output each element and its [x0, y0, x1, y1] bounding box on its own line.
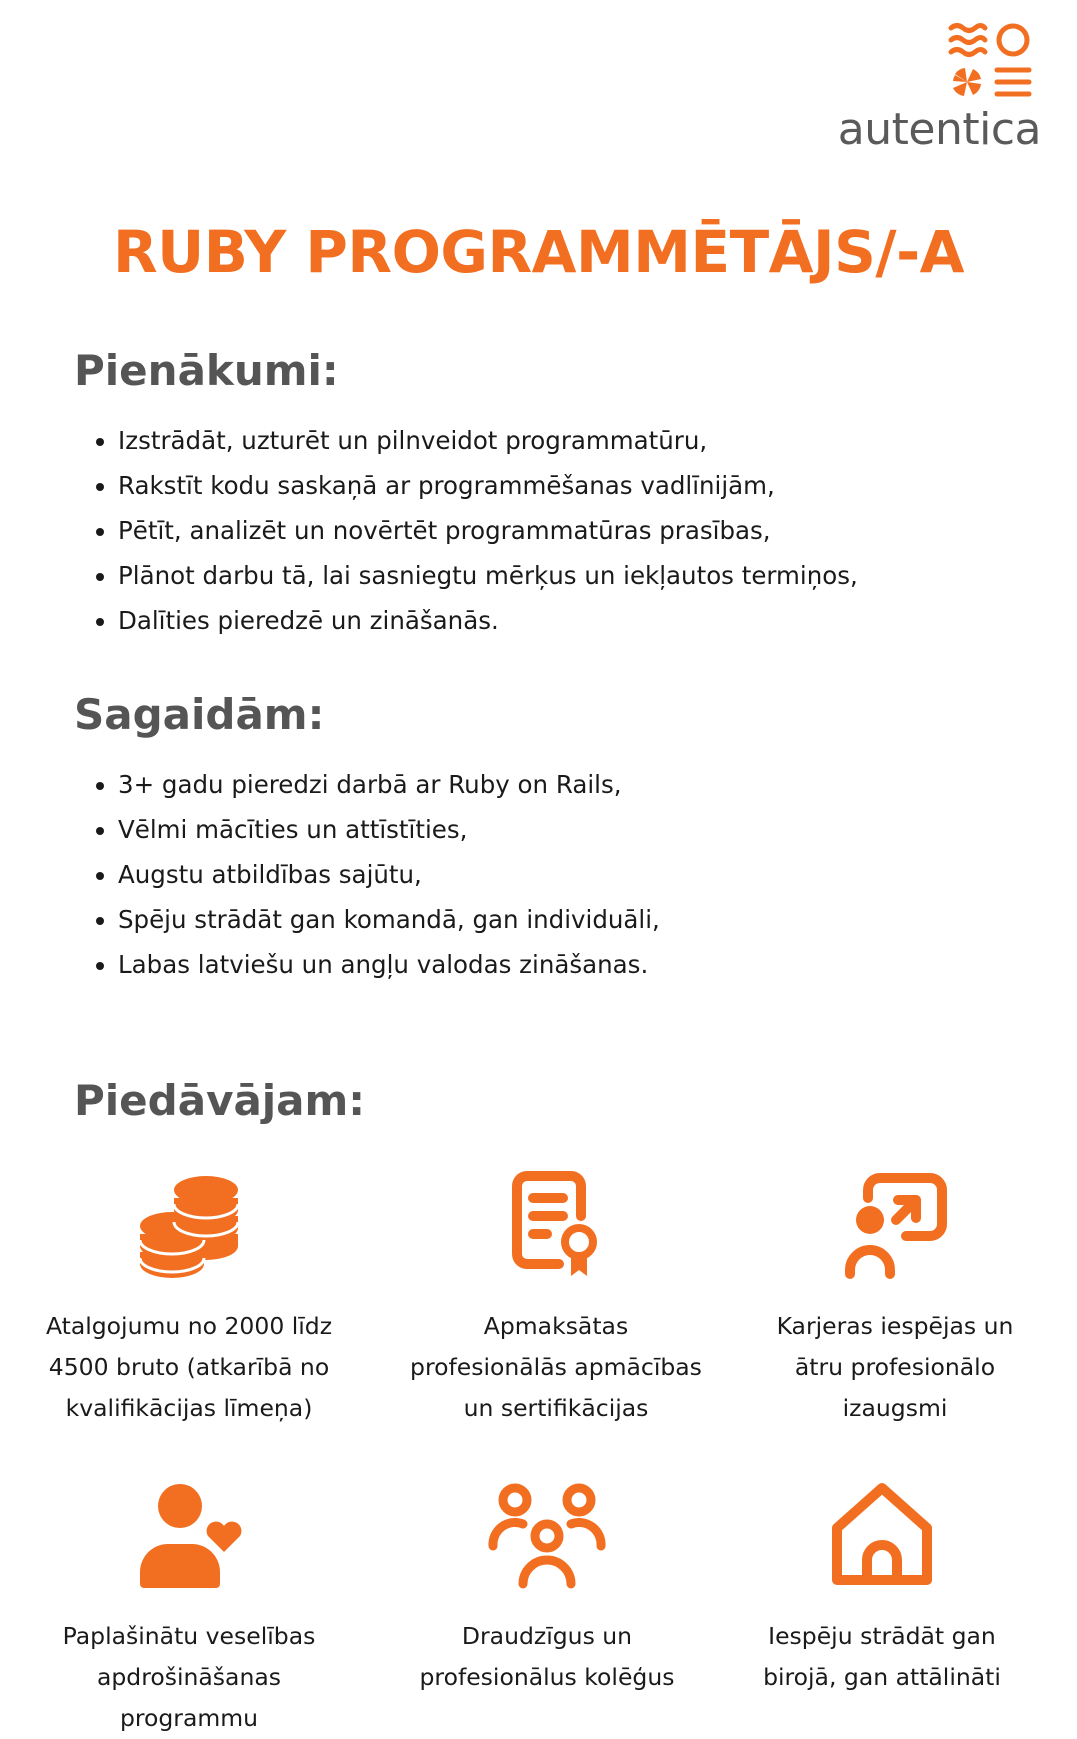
job-title: RUBY PROGRAMMĒTĀJS/-A	[112, 218, 965, 286]
certificate-icon	[501, 1170, 611, 1280]
brand-wordmark: autentica	[837, 104, 1041, 155]
responsibilities-heading: Pienākumi:	[74, 346, 339, 395]
benefit-career	[730, 1170, 1060, 1429]
coins-icon	[134, 1170, 244, 1280]
brand-logo	[837, 20, 1041, 155]
benefit-text: Atalgojumu no 2000 līdz 4500 bruto (atkarībā no kvalifikācijas līmeņa)	[45, 1312, 333, 1422]
list-item: Rakstīt kodu saskaņā ar programmēšanas vadlīnijām,	[88, 463, 858, 508]
requirements-heading: Sagaidām:	[74, 690, 325, 739]
list-item: Spēju strādāt gan komandā, gan individuāli,	[88, 897, 660, 942]
benefit-text: Draudzīgus un profesionālus kolēģus	[419, 1622, 675, 1691]
benefit-training	[391, 1170, 721, 1429]
list-item: 3+ gadu pieredzi darbā ar Ruby on Rails,	[88, 762, 660, 807]
benefit-text: Iespēju strādāt gan birojā, gan attālināti	[763, 1622, 1001, 1691]
list-item: Augstu atbildības sajūtu,	[88, 852, 660, 897]
benefit-salary	[24, 1170, 354, 1429]
health-insurance-icon	[134, 1480, 244, 1590]
requirements-list	[88, 762, 660, 987]
offer-heading: Piedāvājam:	[74, 1076, 366, 1125]
benefit-text: Karjeras iespējas un ātru profesionālo izaugsmi	[776, 1312, 1014, 1422]
home-icon	[827, 1480, 937, 1590]
benefit-health	[24, 1480, 354, 1739]
benefit-remote	[717, 1480, 1047, 1698]
list-item: Pētīt, analizēt un novērtēt programmatūras prasības,	[88, 508, 858, 553]
benefit-text: Apmaksātas profesionālās apmācības un sertifikācijas	[410, 1312, 702, 1422]
list-item: Izstrādāt, uzturēt un pilnveidot programmatūru,	[88, 418, 858, 463]
career-growth-icon	[840, 1170, 950, 1280]
responsibilities-list	[88, 418, 858, 643]
benefit-text: Paplašinātu veselības apdrošināšanas programmu	[62, 1622, 316, 1732]
list-item: Vēlmi mācīties un attīstīties,	[88, 807, 660, 852]
logo-icon	[947, 20, 1033, 102]
list-item: Plānot darbu tā, lai sasniegtu mērķus un iekļautos termiņos,	[88, 553, 858, 598]
list-item: Labas latviešu un angļu valodas zināšanas.	[88, 942, 660, 987]
list-item: Dalīties pieredzē un zināšanās.	[88, 598, 858, 643]
team-icon	[487, 1480, 607, 1590]
benefit-colleagues	[382, 1480, 712, 1698]
